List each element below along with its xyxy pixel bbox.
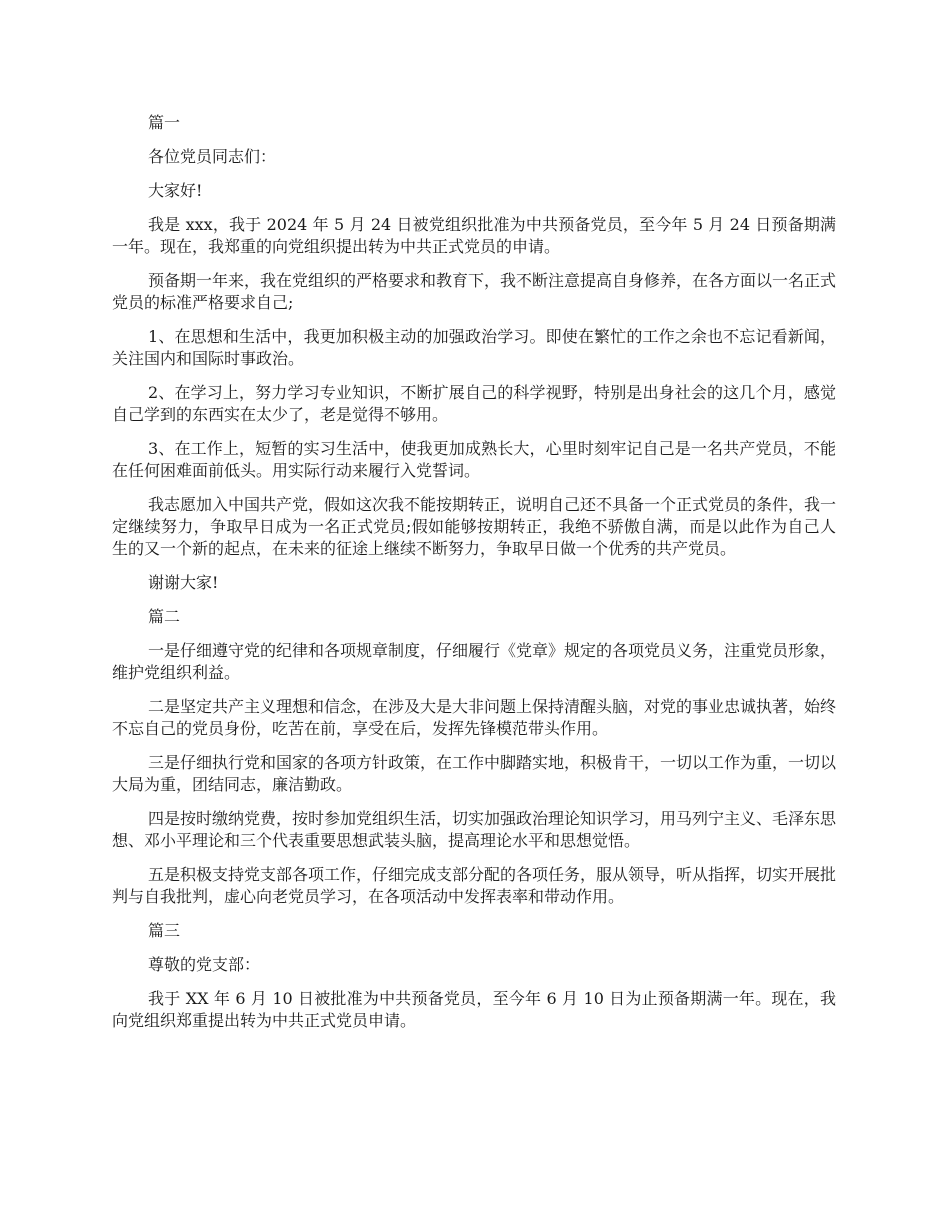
paragraph: 三是仔细执行党和国家的各项方针政策，在工作中脚踏实地，积极肯干，一切以工作为重，一切以大局为重，团结同志，廉洁勤政。: [112, 753, 837, 794]
document-body: [112, 112, 836, 1044]
paragraph: 五是积极支持党支部各项工作，仔细完成支部分配的各项任务，服从领导，听从指挥，切实开展批判与自我批判，虚心向老党员学习，在各项活动中发挥表率和带动作用。: [112, 865, 837, 906]
paragraph: 1、在思想和生活中，我更加积极主动的加强政治学习。即使在繁忙的工作之余也不忘记看新闻，关注国内和国际时事政治。: [112, 327, 836, 368]
paragraph: 四是按时缴纳党费，按时参加党组织生活，切实加强政治理论知识学习，用马列宁主义、毛泽东思想、邓小平理论和三个代表重要思想武装头脑，提高理论水平和思想觉悟。: [112, 809, 837, 850]
paragraph: 一是仔细遵守党的纪律和各项规章制度，仔细履行《党章》规定的各项党员义务，注重党员形象，维护党组织利益。: [112, 641, 837, 682]
salutation: 尊敬的党支部：: [148, 955, 261, 974]
paragraph: 我志愿加入中国共产党，假如这次我不能按期转正，说明自己还不具备一个正式党员的条件，我一定继续努力，争取早日成为一名正式党员;假如能够按期转正，我绝不骄傲自满，而是以此作为自己人生的又一个新的起点，在未来的征途上继续不断努力，争取早日做一个优秀的共产党员。: [112, 495, 837, 558]
closing-thanks: 谢谢大家!: [148, 573, 219, 592]
paragraph: 预备期一年来，我在党组织的严格要求和教育下，我不断注意提高自身修养，在各方面以一名正式党员的标准严格要求自己;: [112, 271, 837, 312]
greeting: 大家好!: [148, 181, 203, 200]
paragraph: 二是坚定共产主义理想和信念，在涉及大是大非问题上保持清醒头脑，对党的事业忠诚执著，始终不忘自己的党员身份，吃苦在前，享受在后，发挥先锋模范带头作用。: [112, 697, 837, 738]
paragraph: 2、在学习上，努力学习专业知识，不断扩展自己的科学视野，特别是出身社会的这几个月，感觉自己学到的东西实在太少了，老是觉得不够用。: [112, 383, 836, 424]
heading-part-1: 篇一: [148, 113, 181, 132]
salutation: 各位党员同志们：: [148, 147, 277, 166]
heading-part-2: 篇二: [148, 607, 181, 626]
paragraph: 我是 xxx，我于 2024 年 5 月 24 日被党组织批准为中共预备党员，至今年 5 月 24 日预备期满一年。现在，我郑重的向党组织提出转为中共正式党员的申请。: [112, 215, 836, 256]
paragraph: 我于 XX 年 6 月 10 日被批准为中共预备党员，至今年 6 月 10 日为止预备期满一年。现在，我向党组织郑重提出转为中共正式党员申请。: [112, 989, 836, 1030]
paragraph: 3、在工作上，短暂的实习生活中，使我更加成熟长大，心里时刻牢记自己是一名共产党员，不能在任何困难面前低头。用实际行动来履行入党誓词。: [112, 439, 836, 480]
heading-part-3: 篇三: [148, 921, 181, 940]
